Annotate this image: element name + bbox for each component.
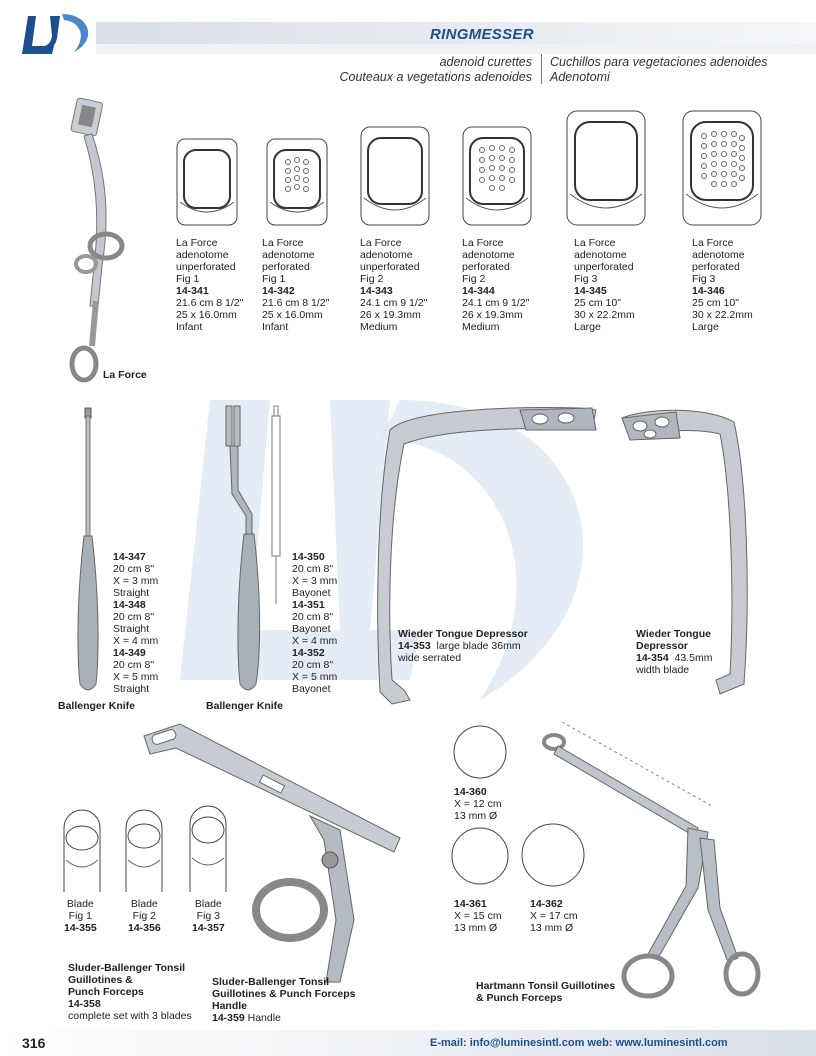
- wieder-354-caption: Wieder Tongue Depressor 14-354 43.5mm width blade: [636, 628, 713, 676]
- ballenger-straight-specs: 14-347 20 cm 8" X = 3 mm Straight 14-348 20 cm 8" Straight X = 4 mm 14-349 20 cm 8" X = 5 mm Straight: [113, 551, 159, 695]
- subtitle-en: adenoid curettes: [439, 55, 532, 69]
- adenotome-caption-14-343: La Force adenotome unperforated Fig 2 14-343 24.1 cm 9 1/2" 26 x 19.3mm Medium: [360, 237, 428, 333]
- sluder-359-caption: Sluder-Ballenger Tonsil Guillotines & Punch Forceps Handle 14-359 Handle: [212, 976, 356, 1024]
- hartmann-forceps-image: [538, 718, 768, 1008]
- ballenger-knife-straight-image: [74, 406, 104, 696]
- sluder-358-caption: Sluder-Ballenger Tonsil Guillotines & Punch Forceps 14-358 complete set with 3 blades: [68, 962, 192, 1022]
- la-force-label: La Force: [103, 369, 147, 381]
- footer-contact: E-mail: info@luminesintl.com web: www.luminesintl.com: [430, 1037, 728, 1049]
- wieder-353-caption: Wieder Tongue Depressor 14-353 large blade 36mm wide serrated: [398, 628, 528, 664]
- header-bar-lower: [96, 44, 816, 54]
- adenotome-fig3-perforated: [682, 110, 762, 226]
- adenotome-caption-14-344: La Force adenotome perforated Fig 2 14-344 24.1 cm 9 1/2" 26 x 19.3mm Medium: [462, 237, 530, 333]
- brand-logo: [20, 10, 95, 58]
- adenotome-caption-14-342: La Force adenotome perforated Fig 1 14-342 21.6 cm 8 1/2" 25 x 16.0mm Infant: [262, 237, 330, 333]
- subtitle-es: Cuchillos para vegetaciones adenoides: [550, 55, 768, 69]
- blade-caption-14-356: Blade Fig 2 14-356: [128, 898, 161, 934]
- ballenger-knife-label-1: Ballenger Knife: [58, 700, 136, 712]
- circle-14-362-caption: 14-362 X = 17 cm 13 mm Ø: [530, 898, 578, 934]
- header-divider: [541, 54, 542, 84]
- circle-14-360-caption: 14-360 X = 12 cm 13 mm Ø: [454, 786, 502, 822]
- ballenger-bayonet-specs: 14-350 20 cm 8" X = 3 mm Bayonet 14-351 20 cm 8" Bayonet X = 4 mm 14-352 20 cm 8" X = 5 mm Bayonet: [292, 551, 338, 695]
- subtitle-fr: Couteaux a vegetations adenoides: [339, 70, 532, 84]
- adenotome-caption-14-346: La Force adenotome perforated Fig 3 14-346 25 cm 10" 30 x 22.2mm Large: [692, 237, 753, 333]
- subtitle-it: Adenotomi: [550, 70, 610, 84]
- circle-14-360-image: [452, 724, 508, 780]
- adenotome-fig2-perforated: [462, 126, 532, 226]
- circle-14-361-caption: 14-361 X = 15 cm 13 mm Ø: [454, 898, 502, 934]
- blade-caption-14-355: Blade Fig 1 14-355: [64, 898, 97, 934]
- page-title: RINGMESSER: [430, 26, 534, 43]
- adenotome-fig1-unperforated: [176, 138, 238, 226]
- blade-caption-14-357: Blade Fig 3 14-357: [192, 898, 225, 934]
- sluder-ballenger-forceps-image: [140, 720, 420, 990]
- hartmann-caption: Hartmann Tonsil Guillotines & Punch Forceps: [476, 980, 616, 1004]
- ballenger-knife-label-2: Ballenger Knife: [206, 700, 284, 712]
- la-force-instrument-image: [62, 96, 132, 386]
- adenotome-fig1-perforated: [266, 138, 328, 226]
- adenotome-caption-14-341: La Force adenotome unperforated Fig 1 14-341 21.6 cm 8 1/2" 25 x 16.0mm Infant: [176, 237, 244, 333]
- adenotome-fig3-unperforated: [566, 110, 646, 226]
- circle-14-361-image: [450, 826, 510, 886]
- page-number: 316: [22, 1035, 46, 1051]
- blade-fig1-image: [56, 804, 108, 894]
- ballenger-knife-bayonet-image: [222, 404, 294, 696]
- adenotome-caption-14-345: La Force adenotome unperforated Fig 3 14-345 25 cm 10" 30 x 22.2mm Large: [574, 237, 635, 333]
- adenotome-fig2-unperforated: [360, 126, 430, 226]
